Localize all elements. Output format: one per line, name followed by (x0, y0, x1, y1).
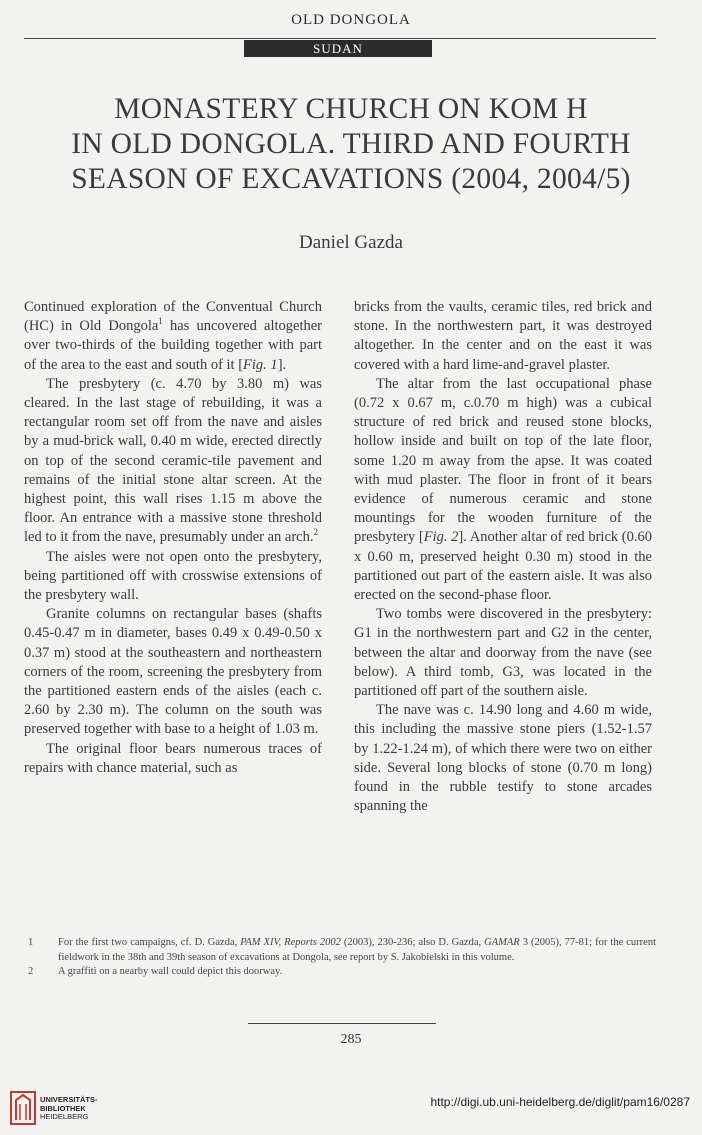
text-run: ]. (277, 356, 287, 373)
text-run: For the first two campaigns, cf. D. Gazda, (58, 937, 241, 948)
title-line: MONASTERY CHURCH ON KOM H (114, 93, 588, 125)
section-label: SUDAN (244, 40, 432, 57)
paragraph: Two tombs were discovered in the presbytery: G1 in the northwestern part and G2 in the center, between the altar and doorway from the nave (see below). A third tomb, G3, was located in the partitioned off part of the southern aisle. (354, 606, 652, 700)
paragraph: The aisles were not open onto the presbytery, being partitioned off with crosswise extensions of the presbytery wall. (24, 548, 322, 604)
library-line: UNIVERSITÄTS- (40, 1095, 98, 1104)
article-title (20, 92, 682, 197)
running-header: OLD DONGOLA (291, 12, 411, 28)
library-name (40, 1096, 98, 1122)
text-run: ]. Another altar of red brick (0.60 x 0.60 m, preserved height 0.30 m) stood in the partitioned out part of the eastern aisle. It was also erected on the second-phase floor. (354, 529, 653, 604)
footnote-text: A graffiti on a nearby wall could depict this doorway. (58, 966, 283, 977)
footnote (24, 965, 656, 980)
library-logo-icon (8, 1090, 38, 1126)
library-line: BIBLIOTHEK (40, 1103, 86, 1113)
figure-ref[interactable]: Fig. 1 (243, 356, 278, 373)
author: Daniel Gazda (299, 232, 403, 253)
source-url[interactable]: http://digi.ub.uni-heidelberg.de/diglit/pam16/0287 (430, 1095, 690, 1109)
text-run: (2003), 230-236; also D. Gazda, (340, 937, 485, 948)
text-run: 3 (2005), 77-81; for the current fieldwork in the 38th and 39th season of excavations at Dongola, see report by S. Jakobielski in this volume. (58, 937, 656, 963)
title-line: SEASON OF EXCAVATIONS (2004, 2004/5) (71, 163, 631, 195)
text-run: The altar from the last occupational phase (0.72 x 0.67 m, c.0.70 m high) was a cubical structure of red brick and reused stone blocks, hollow inside and built on top of the late floor, some 1.20 m away from the apse. It was coated with mud plaster. The floor in front of it bears evidence of numerous ceramic and stone mountings for the wooden furniture of the presbytery [ (354, 375, 652, 546)
paragraph (24, 298, 322, 375)
left-column (24, 298, 322, 778)
text-run: The presbytery (c. 4.70 by 3.80 m) was cleared. In the last stage of rebuilding, it was a rectangular room set off from the nave and aisles by a mud-brick wall, 0.40 m wide, erected directly on top of the second ceramic-tile pavement and remains of the initial stone altar screen. At the highest point, this wall rises 1.15 m above the floor. An entrance with a massive stone threshold led to it from the nave, presumably under an arch. (24, 375, 322, 546)
footnote-ref[interactable]: 2 (313, 527, 318, 538)
library-line: HEIDELBERG (40, 1112, 89, 1121)
paragraph: The original floor bears numerous traces of repairs with chance material, such as (24, 740, 322, 776)
header-rule (24, 38, 656, 39)
paragraph-continued: bricks from the vaults, ceramic tiles, red brick and stone. In the northwestern part, it was destroyed altogether. In the center and on the east it was covered with a hard lime-and-gravel plaster. (354, 299, 652, 373)
footnote-text (58, 936, 656, 965)
paragraph (24, 375, 322, 548)
page-number: 285 (340, 1032, 362, 1047)
footnote-number: 1 (28, 937, 34, 948)
citation: PAM XIV, Reports 2002 (240, 937, 341, 948)
citation: GAMAR (484, 937, 520, 948)
right-column (354, 298, 652, 816)
footer-rule (248, 1023, 436, 1024)
paragraph: Granite columns on rectangular bases (shafts 0.45-0.47 m in diameter, bases 0.49 x 0.49-0.50 x 0.37 m) stood at the southeastern and northeastern corners of the room, screening the presbytery from the partitioned eastern ends of the aisles (each c. 2.60 by 2.30 m). The column on the south was preserved together with base to a height of 1.03 m. (24, 606, 322, 738)
footnotes (24, 936, 656, 980)
footnote-number: 2 (28, 966, 34, 977)
footnote-ref[interactable]: 1 (158, 316, 163, 327)
figure-ref[interactable]: Fig. 2 (423, 529, 459, 546)
footnote (24, 936, 656, 965)
text-run: Continued exploration of the Conventual Church (HC) in Old Dongola (24, 299, 322, 335)
paragraph (354, 375, 652, 605)
text-run: has uncovered altogether over two-thirds of the building together with part of the area to the east and south of it [ (24, 318, 323, 373)
title-line: IN OLD DONGOLA. THIRD AND FOURTH (71, 128, 631, 160)
paragraph: The nave was c. 14.90 long and 4.60 m wide, this including the massive stone piers (1.52-1.57 by 1.22-1.24 m), of which there were two on either side. Several long blocks of stone (0.70 m long) found in the rubble testify to stone arcades spanning the (354, 702, 652, 815)
